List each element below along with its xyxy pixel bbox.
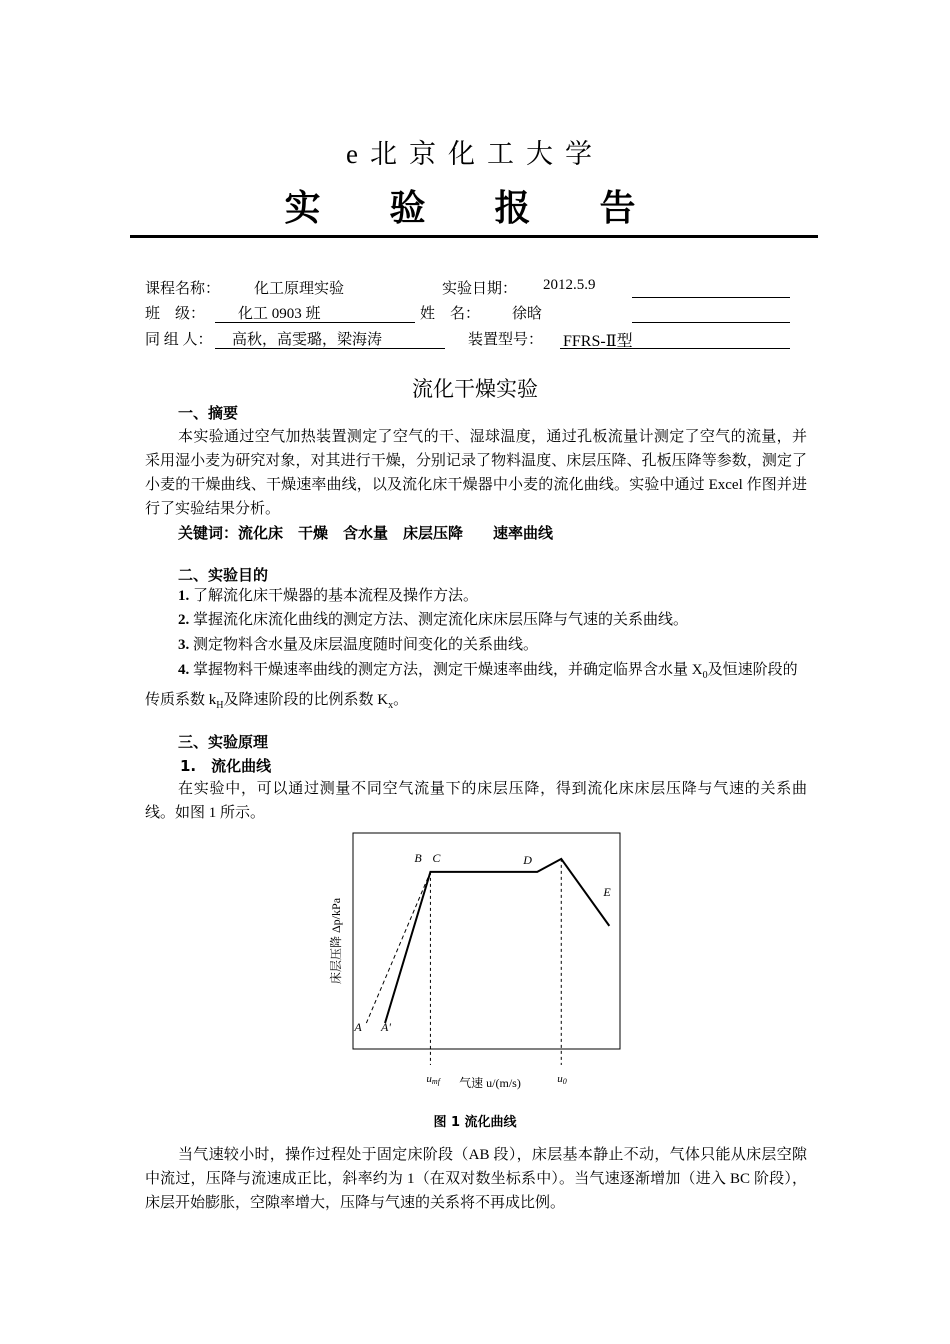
course-label: 课程名称： [145, 281, 221, 297]
x-axis-label: 气速 u/(m/s) [459, 1076, 521, 1090]
point-label: E [603, 884, 611, 899]
point-label: B [414, 850, 422, 865]
x-tick-label: u0 [557, 1073, 567, 1086]
principle-intro: 在实验中，可以通过测量不同空气流量下的床层压降，得到流化床床层压降与气速的关系曲线。如图 1 所示。 [145, 781, 807, 821]
principle-subheading: 1. 流化曲线 [180, 757, 272, 775]
figure-caption: 图 1 流化曲线 [433, 1115, 517, 1130]
class-value: 化工 0903 班 [238, 306, 321, 322]
point-label: D [523, 852, 532, 867]
abstract-text: 本实验通过空气加热装置测定了空气的干、湿球温度，通过孔板流量计测定了空气的流量，并采用湿小麦为研究对象，对其进行干燥，分别记录了物料温度、床层压降、孔板压降等参数，测定了小麦的干燥曲线、干燥速率曲线，以及流化床干燥器中小麦的流化曲线。实验中通过 Excel 作图并进行了实验结果分析。 [145, 429, 807, 517]
y-axis-label: 床层压降 Δp/kPa [329, 897, 343, 985]
device-value: FFRS-Ⅱ型 [563, 333, 633, 350]
class-label: 班 级： [145, 306, 206, 322]
class-underline [215, 304, 415, 323]
group-value: 高秋，高雯璐，梁海涛 [232, 332, 383, 348]
date-label: 实验日期： [442, 281, 518, 297]
series-line-1 [385, 859, 609, 1023]
group-underline [215, 330, 445, 349]
x-tick-label: umf [426, 1073, 440, 1086]
title-rule [130, 235, 818, 238]
point-label: A' [381, 1020, 391, 1035]
objective-item: 4. 掌握物料干燥速率曲线的测定方法，测定干燥速率曲线，并确定临界含水量 $X_0$及恒速阶段的传质系数 $k_H$及降速阶段的比例系数 $K_x$。 [145, 662, 798, 711]
objective-item: 1. 了解流化床干燥器的基本流程及操作方法。 [178, 588, 479, 604]
point-label: A [354, 1020, 362, 1035]
section-title: 流化干燥实验 [412, 377, 538, 401]
abstract-heading: 一、摘要 [178, 404, 239, 422]
name-value: 徐晗 [512, 306, 543, 322]
device-underline [560, 330, 790, 349]
device-label: 装置型号： [468, 332, 544, 348]
plot-frame [353, 833, 620, 1049]
series-line-0 [366, 872, 430, 1023]
objective-item: 2. 掌握流化床流化曲线的测定方法、测定流化床床层压降与气速的关系曲线。 [178, 612, 689, 628]
name-label: 姓 名： [420, 306, 481, 322]
principle-heading: 三、实验原理 [178, 733, 269, 751]
keywords: 关键词：流化床 干燥 含水量 床层压降 速率曲线 [178, 524, 554, 542]
objectives-heading: 二、实验目的 [178, 566, 269, 584]
fluidization-chart [320, 828, 660, 1098]
objective-item: 3. 测定物料含水量及床层温度随时间变化的关系曲线。 [178, 637, 539, 653]
date-underline [632, 279, 790, 298]
group-label: 同 组 人： [145, 332, 213, 348]
point-label: C [432, 850, 441, 865]
name-underline [632, 304, 790, 323]
report-title: 实 验 报 告 [284, 188, 666, 228]
university-name: e北京化工大学 [346, 139, 604, 169]
course-value: 化工原理实验 [254, 281, 345, 297]
date-value: 2012.5.9 [543, 277, 596, 293]
principle-paragraph: 当气速较小时，操作过程处于固定床阶段（AB 段），床层基本静止不动，气体只能从床层空隙中流过，压降与流速成正比，斜率约为 1（在双对数坐标系中）。当气速逐渐增加（进入 BC 阶段），床层开始膨胀，空隙率增大，压降与气速的关系将不再成比例。 [145, 1147, 807, 1211]
